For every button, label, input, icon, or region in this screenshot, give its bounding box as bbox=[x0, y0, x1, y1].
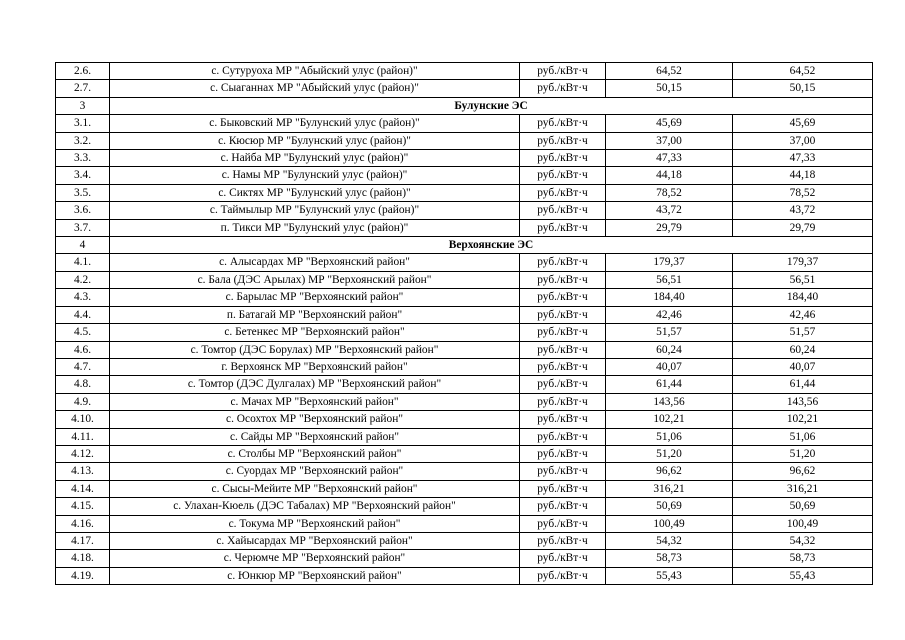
settlement-name: п. Тикси МР "Булунский улус (район)" bbox=[110, 219, 520, 236]
section-number: 4 bbox=[56, 237, 110, 254]
tariff-value-2: 44,18 bbox=[733, 167, 873, 184]
tariff-value-1: 45,69 bbox=[606, 115, 733, 132]
row-number: 3.4. bbox=[56, 167, 110, 184]
tariff-value-1: 55,43 bbox=[606, 567, 733, 584]
row-number: 3.5. bbox=[56, 184, 110, 201]
table-row bbox=[56, 515, 873, 532]
tariff-value-2: 51,06 bbox=[733, 428, 873, 445]
tariff-value-1: 51,06 bbox=[606, 428, 733, 445]
settlement-name: с. Томтор (ДЭС Дулгалах) МР "Верхоянский район" bbox=[110, 376, 520, 393]
settlement-name: с. Сиктях МР "Булунский улус (район)" bbox=[110, 184, 520, 201]
tariff-value-1: 58,73 bbox=[606, 550, 733, 567]
unit-cell: руб./кВт·ч bbox=[520, 550, 606, 567]
table-row bbox=[56, 254, 873, 271]
tariff-value-2: 184,40 bbox=[733, 289, 873, 306]
unit-cell: руб./кВт·ч bbox=[520, 324, 606, 341]
row-number: 4.16. bbox=[56, 515, 110, 532]
settlement-name: с. Алысардах МР "Верхоянский район" bbox=[110, 254, 520, 271]
tariff-value-2: 55,43 bbox=[733, 567, 873, 584]
settlement-name: с. Сысы-Мейите МР "Верхоянский район" bbox=[110, 480, 520, 497]
unit-cell: руб./кВт·ч bbox=[520, 445, 606, 462]
settlement-name: с. Столбы МР "Верхоянский район" bbox=[110, 445, 520, 462]
settlement-name: с. Сутуруоха МР "Абыйский улус (район)" bbox=[110, 63, 520, 80]
row-number: 3.7. bbox=[56, 219, 110, 236]
tariff-value-2: 100,49 bbox=[733, 515, 873, 532]
settlement-name: с. Найба МР "Булунский улус (район)" bbox=[110, 150, 520, 167]
table-row bbox=[56, 550, 873, 567]
table-row bbox=[56, 167, 873, 184]
tariff-value-2: 316,21 bbox=[733, 480, 873, 497]
settlement-name: с. Кюсюр МР "Булунский улус (район)" bbox=[110, 132, 520, 149]
unit-cell: руб./кВт·ч bbox=[520, 480, 606, 497]
table-row bbox=[56, 341, 873, 358]
row-number: 3.2. bbox=[56, 132, 110, 149]
tariff-table-body bbox=[56, 63, 873, 585]
settlement-name: с. Мачах МР "Верхоянский район" bbox=[110, 393, 520, 410]
tariff-value-1: 51,57 bbox=[606, 324, 733, 341]
tariff-value-1: 184,40 bbox=[606, 289, 733, 306]
settlement-name: с. Барылас МР "Верхоянский район" bbox=[110, 289, 520, 306]
tariff-value-2: 64,52 bbox=[733, 63, 873, 80]
row-number: 4.5. bbox=[56, 324, 110, 341]
unit-cell: руб./кВт·ч bbox=[520, 271, 606, 288]
settlement-name: с. Черюмче МР "Верхоянский район" bbox=[110, 550, 520, 567]
table-row bbox=[56, 80, 873, 97]
unit-cell: руб./кВт·ч bbox=[520, 567, 606, 584]
tariff-value-1: 100,49 bbox=[606, 515, 733, 532]
unit-cell: руб./кВт·ч bbox=[520, 184, 606, 201]
row-number: 4.8. bbox=[56, 376, 110, 393]
row-number: 4.11. bbox=[56, 428, 110, 445]
settlement-name: с. Быковский МР "Булунский улус (район)" bbox=[110, 115, 520, 132]
tariff-value-1: 42,46 bbox=[606, 306, 733, 323]
tariff-value-2: 102,21 bbox=[733, 411, 873, 428]
settlement-name: с. Таймылыр МР "Булунский улус (район)" bbox=[110, 202, 520, 219]
section-row bbox=[56, 97, 873, 114]
unit-cell: руб./кВт·ч bbox=[520, 393, 606, 410]
tariff-value-1: 143,56 bbox=[606, 393, 733, 410]
row-number: 4.10. bbox=[56, 411, 110, 428]
tariff-value-1: 64,52 bbox=[606, 63, 733, 80]
row-number: 4.6. bbox=[56, 341, 110, 358]
table-row bbox=[56, 532, 873, 549]
settlement-name: с. Сайды МР "Верхоянский район" bbox=[110, 428, 520, 445]
settlement-name: с. Бетенкес МР "Верхоянский район" bbox=[110, 324, 520, 341]
tariff-value-1: 102,21 bbox=[606, 411, 733, 428]
row-number: 4.1. bbox=[56, 254, 110, 271]
tariff-value-1: 96,62 bbox=[606, 463, 733, 480]
row-number: 4.15. bbox=[56, 498, 110, 515]
table-row bbox=[56, 132, 873, 149]
tariff-value-1: 179,37 bbox=[606, 254, 733, 271]
tariff-value-1: 37,00 bbox=[606, 132, 733, 149]
section-title: Булунские ЭС bbox=[110, 97, 873, 114]
section-number: 3 bbox=[56, 97, 110, 114]
tariff-value-2: 58,73 bbox=[733, 550, 873, 567]
settlement-name: с. Суордах МР "Верхоянский район" bbox=[110, 463, 520, 480]
tariff-value-2: 42,46 bbox=[733, 306, 873, 323]
row-number: 4.13. bbox=[56, 463, 110, 480]
tariff-value-2: 51,57 bbox=[733, 324, 873, 341]
table-row bbox=[56, 428, 873, 445]
settlement-name: с. Томтор (ДЭС Борулах) МР "Верхоянский район" bbox=[110, 341, 520, 358]
tariff-value-1: 50,69 bbox=[606, 498, 733, 515]
tariff-value-2: 51,20 bbox=[733, 445, 873, 462]
row-number: 4.3. bbox=[56, 289, 110, 306]
tariff-value-2: 47,33 bbox=[733, 150, 873, 167]
table-row bbox=[56, 306, 873, 323]
unit-cell: руб./кВт·ч bbox=[520, 115, 606, 132]
settlement-name: с. Токума МР "Верхоянский район" bbox=[110, 515, 520, 532]
unit-cell: руб./кВт·ч bbox=[520, 376, 606, 393]
tariff-value-1: 47,33 bbox=[606, 150, 733, 167]
table-row bbox=[56, 271, 873, 288]
tariff-value-1: 40,07 bbox=[606, 358, 733, 375]
table-row bbox=[56, 480, 873, 497]
table-row bbox=[56, 411, 873, 428]
row-number: 3.6. bbox=[56, 202, 110, 219]
settlement-name: п. Батагай МР "Верхоянский район" bbox=[110, 306, 520, 323]
tariff-value-2: 54,32 bbox=[733, 532, 873, 549]
tariff-value-2: 37,00 bbox=[733, 132, 873, 149]
tariff-value-1: 78,52 bbox=[606, 184, 733, 201]
tariff-value-2: 50,69 bbox=[733, 498, 873, 515]
tariff-value-2: 56,51 bbox=[733, 271, 873, 288]
table-row bbox=[56, 202, 873, 219]
tariff-value-2: 50,15 bbox=[733, 80, 873, 97]
unit-cell: руб./кВт·ч bbox=[520, 202, 606, 219]
table-row bbox=[56, 219, 873, 236]
section-row bbox=[56, 237, 873, 254]
row-number: 4.9. bbox=[56, 393, 110, 410]
unit-cell: руб./кВт·ч bbox=[520, 289, 606, 306]
settlement-name: с. Хайысардах МР "Верхоянский район" bbox=[110, 532, 520, 549]
tariff-value-1: 60,24 bbox=[606, 341, 733, 358]
unit-cell: руб./кВт·ч bbox=[520, 463, 606, 480]
table-row bbox=[56, 498, 873, 515]
tariff-value-1: 50,15 bbox=[606, 80, 733, 97]
tariff-value-2: 29,79 bbox=[733, 219, 873, 236]
tariff-table bbox=[55, 62, 873, 585]
tariff-value-1: 51,20 bbox=[606, 445, 733, 462]
section-title: Верхоянские ЭС bbox=[110, 237, 873, 254]
table-row bbox=[56, 358, 873, 375]
unit-cell: руб./кВт·ч bbox=[520, 63, 606, 80]
settlement-name: с. Улахан-Кюель (ДЭС Табалах) МР "Верхоянский район" bbox=[110, 498, 520, 515]
tariff-value-1: 61,44 bbox=[606, 376, 733, 393]
table-row bbox=[56, 115, 873, 132]
table-row bbox=[56, 376, 873, 393]
row-number: 2.6. bbox=[56, 63, 110, 80]
unit-cell: руб./кВт·ч bbox=[520, 498, 606, 515]
table-row bbox=[56, 393, 873, 410]
row-number: 2.7. bbox=[56, 80, 110, 97]
tariff-value-2: 60,24 bbox=[733, 341, 873, 358]
unit-cell: руб./кВт·ч bbox=[520, 167, 606, 184]
table-row bbox=[56, 324, 873, 341]
row-number: 4.2. bbox=[56, 271, 110, 288]
settlement-name: г. Верхоянск МР "Верхоянский район" bbox=[110, 358, 520, 375]
unit-cell: руб./кВт·ч bbox=[520, 532, 606, 549]
unit-cell: руб./кВт·ч bbox=[520, 411, 606, 428]
tariff-value-2: 61,44 bbox=[733, 376, 873, 393]
unit-cell: руб./кВт·ч bbox=[520, 306, 606, 323]
tariff-value-1: 54,32 bbox=[606, 532, 733, 549]
row-number: 4.18. bbox=[56, 550, 110, 567]
table-row bbox=[56, 184, 873, 201]
tariff-value-1: 29,79 bbox=[606, 219, 733, 236]
unit-cell: руб./кВт·ч bbox=[520, 80, 606, 97]
tariff-value-2: 78,52 bbox=[733, 184, 873, 201]
tariff-value-2: 45,69 bbox=[733, 115, 873, 132]
tariff-value-1: 316,21 bbox=[606, 480, 733, 497]
unit-cell: руб./кВт·ч bbox=[520, 515, 606, 532]
settlement-name: с. Осохтох МР "Верхоянский район" bbox=[110, 411, 520, 428]
table-row bbox=[56, 289, 873, 306]
tariff-value-2: 179,37 bbox=[733, 254, 873, 271]
tariff-value-2: 40,07 bbox=[733, 358, 873, 375]
table-row bbox=[56, 463, 873, 480]
settlement-name: с. Бала (ДЭС Арылах) МР "Верхоянский район" bbox=[110, 271, 520, 288]
row-number: 4.7. bbox=[56, 358, 110, 375]
tariff-value-2: 43,72 bbox=[733, 202, 873, 219]
row-number: 4.17. bbox=[56, 532, 110, 549]
settlement-name: с. Сыаганнах МР "Абыйский улус (район)" bbox=[110, 80, 520, 97]
tariff-value-1: 56,51 bbox=[606, 271, 733, 288]
table-row bbox=[56, 150, 873, 167]
unit-cell: руб./кВт·ч bbox=[520, 428, 606, 445]
row-number: 4.4. bbox=[56, 306, 110, 323]
tariff-value-1: 44,18 bbox=[606, 167, 733, 184]
row-number: 4.12. bbox=[56, 445, 110, 462]
row-number: 3.1. bbox=[56, 115, 110, 132]
unit-cell: руб./кВт·ч bbox=[520, 219, 606, 236]
row-number: 4.19. bbox=[56, 567, 110, 584]
table-row bbox=[56, 63, 873, 80]
unit-cell: руб./кВт·ч bbox=[520, 150, 606, 167]
settlement-name: с. Юнкюр МР "Верхоянский район" bbox=[110, 567, 520, 584]
tariff-value-2: 143,56 bbox=[733, 393, 873, 410]
tariff-value-2: 96,62 bbox=[733, 463, 873, 480]
table-row bbox=[56, 445, 873, 462]
unit-cell: руб./кВт·ч bbox=[520, 358, 606, 375]
settlement-name: с. Намы МР "Булунский улус (район)" bbox=[110, 167, 520, 184]
row-number: 3.3. bbox=[56, 150, 110, 167]
unit-cell: руб./кВт·ч bbox=[520, 132, 606, 149]
tariff-value-1: 43,72 bbox=[606, 202, 733, 219]
unit-cell: руб./кВт·ч bbox=[520, 341, 606, 358]
row-number: 4.14. bbox=[56, 480, 110, 497]
unit-cell: руб./кВт·ч bbox=[520, 254, 606, 271]
table-row bbox=[56, 567, 873, 584]
